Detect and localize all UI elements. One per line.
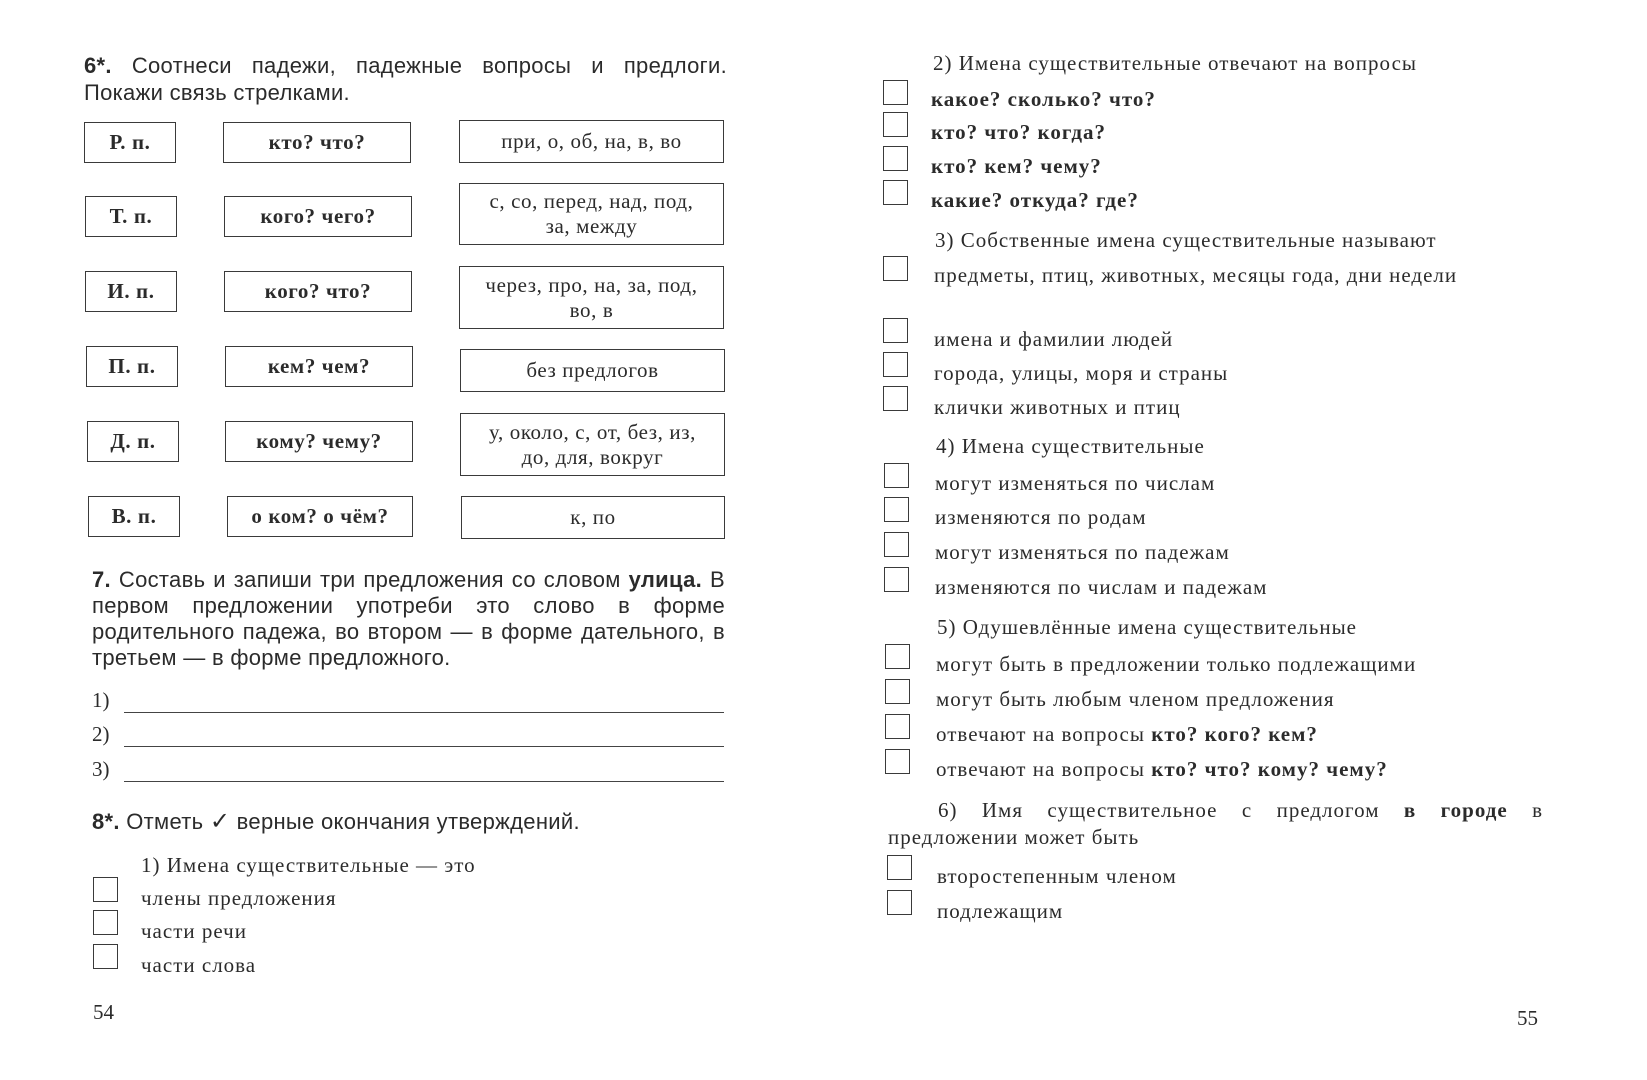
task-7-text-after: В первом предложении употреби это слово в форме родительного падежа, во втором — в форме дательного, в третьем — в форме предложного. bbox=[92, 567, 725, 670]
option-bold-questions: кто? кого? кем? bbox=[1151, 722, 1318, 746]
option-label: части речи bbox=[141, 919, 247, 943]
task-6-text: Соотнеси падежи, падежные вопросы и предлоги. Покажи связь стрелками. bbox=[84, 53, 727, 105]
answer-option[interactable] bbox=[883, 386, 1583, 420]
preposition-box: без предлогов bbox=[460, 349, 725, 392]
question-box: о ком? о чём? bbox=[227, 496, 413, 537]
checkbox[interactable] bbox=[883, 180, 908, 205]
check-mark-icon: ✓ bbox=[209, 808, 231, 835]
option-label: могут изменяться по числам bbox=[935, 471, 1216, 495]
checkbox[interactable] bbox=[93, 910, 118, 935]
option-label: какие? откуда? где? bbox=[931, 188, 1139, 212]
case-box: И. п. bbox=[85, 271, 177, 312]
checkbox[interactable] bbox=[883, 352, 908, 377]
question-box: кем? чем? bbox=[225, 346, 413, 387]
task-7-instruction bbox=[92, 567, 725, 671]
option-label: члены предложения bbox=[141, 886, 337, 910]
checkbox[interactable] bbox=[883, 112, 908, 137]
answer-option[interactable] bbox=[884, 463, 1584, 497]
case-box: Т. п. bbox=[85, 196, 177, 237]
answer-option[interactable] bbox=[883, 180, 1583, 214]
task-8-instruction bbox=[92, 808, 732, 835]
answer-option[interactable] bbox=[887, 855, 1587, 889]
option-label: подлежащим bbox=[937, 899, 1064, 923]
option-text: отвечают на вопросы bbox=[936, 757, 1145, 781]
question-6-bold: в городе bbox=[1403, 798, 1508, 822]
question-box: кому? чему? bbox=[225, 421, 413, 462]
option-label: второстепенным членом bbox=[937, 864, 1177, 888]
answer-option[interactable] bbox=[93, 877, 693, 911]
preposition-box: при, о, об, на, в, во bbox=[459, 120, 724, 163]
case-box: В. п. bbox=[88, 496, 180, 537]
checkbox[interactable] bbox=[884, 497, 909, 522]
checkbox[interactable] bbox=[887, 890, 912, 915]
checkbox[interactable] bbox=[93, 877, 118, 902]
option-label: имена и фамилии людей bbox=[934, 327, 1174, 351]
question-6-head bbox=[888, 797, 1543, 851]
answer-option[interactable] bbox=[884, 497, 1584, 531]
answer-option[interactable] bbox=[883, 352, 1583, 386]
answer-option[interactable] bbox=[885, 644, 1605, 678]
checkbox[interactable] bbox=[883, 146, 908, 171]
option-label: предметы, птиц, животных, месяцы года, дни недели bbox=[934, 263, 1458, 287]
answer-line-3[interactable] bbox=[92, 757, 724, 787]
question-3-head: 3) Собственные имена существительные называют bbox=[935, 228, 1437, 252]
option-label: кто? что? когда? bbox=[931, 120, 1106, 144]
answer-option[interactable] bbox=[883, 318, 1583, 352]
question-4-head: 4) Имена существительные bbox=[936, 434, 1205, 458]
answer-line-number: 2) bbox=[92, 722, 110, 746]
answer-option[interactable] bbox=[93, 910, 693, 944]
option-label: какое? сколько? что? bbox=[931, 87, 1156, 111]
task-6-instruction bbox=[84, 52, 727, 106]
answer-option[interactable] bbox=[887, 890, 1587, 924]
option-label: города, улицы, моря и страны bbox=[934, 361, 1229, 385]
page-number: 54 bbox=[93, 1000, 114, 1024]
option-label: могут быть в предложении только подлежащими bbox=[936, 652, 1417, 676]
preposition-box: с, со, перед, над, под, за, между bbox=[459, 183, 724, 245]
answer-option[interactable] bbox=[884, 567, 1584, 601]
preposition-box: через, про, на, за, под, во, в bbox=[459, 266, 724, 329]
option-label: изменяются по числам и падежам bbox=[935, 575, 1268, 599]
answer-option[interactable] bbox=[883, 256, 1583, 316]
option-label: могут быть любым членом предложения bbox=[936, 687, 1335, 711]
question-box: кого? что? bbox=[224, 271, 412, 312]
checkbox[interactable] bbox=[883, 386, 908, 411]
answer-option[interactable] bbox=[885, 749, 1605, 783]
option-label: могут изменяться по падежам bbox=[935, 540, 1230, 564]
question-6-text-after: в предложении может быть bbox=[888, 798, 1544, 849]
task-7-text-before: Составь и запиши три предложения со словом bbox=[118, 567, 621, 592]
question-box: кого? чего? bbox=[224, 196, 412, 237]
option-label bbox=[936, 757, 1388, 782]
preposition-box: у, около, с, от, без, из, до, для, вокруг bbox=[460, 413, 725, 476]
checkbox[interactable] bbox=[884, 532, 909, 557]
task-7-keyword: улица. bbox=[628, 567, 703, 592]
checkbox[interactable] bbox=[884, 463, 909, 488]
question-2-head: 2) Имена существительные отвечают на вопросы bbox=[933, 51, 1417, 75]
right-page bbox=[860, 0, 1647, 1080]
task-6-number: 6*. bbox=[84, 53, 112, 78]
answer-line-1[interactable] bbox=[92, 688, 724, 718]
task-8-number: 8*. bbox=[92, 809, 120, 834]
option-label: кто? кем? чему? bbox=[931, 154, 1102, 178]
checkbox[interactable] bbox=[885, 679, 910, 704]
answer-option[interactable] bbox=[883, 146, 1583, 180]
answer-rule bbox=[124, 712, 724, 713]
option-label: изменяются по родам bbox=[935, 505, 1147, 529]
answer-option[interactable] bbox=[884, 532, 1584, 566]
answer-option[interactable] bbox=[93, 944, 693, 978]
checkbox[interactable] bbox=[885, 644, 910, 669]
case-box: П. п. bbox=[86, 346, 178, 387]
checkbox[interactable] bbox=[884, 567, 909, 592]
answer-line-number: 1) bbox=[92, 688, 110, 712]
checkbox[interactable] bbox=[885, 749, 910, 774]
page-number: 55 bbox=[1517, 1006, 1538, 1030]
checkbox[interactable] bbox=[93, 944, 118, 969]
task-8-text-after: верные окончания утверждений. bbox=[236, 809, 580, 834]
preposition-box: к, по bbox=[461, 496, 725, 539]
checkbox[interactable] bbox=[885, 714, 910, 739]
answer-option[interactable] bbox=[883, 112, 1583, 146]
option-label bbox=[936, 722, 1318, 747]
option-label: клички животных и птиц bbox=[934, 395, 1181, 419]
answer-option[interactable] bbox=[885, 679, 1605, 713]
case-box: Р. п. bbox=[84, 122, 176, 163]
question-6-text-before: 6) Имя существительное с предлогом bbox=[938, 798, 1380, 822]
left-page bbox=[0, 0, 820, 1080]
task-8-text-before: Отметь bbox=[126, 809, 204, 834]
task-7-number: 7. bbox=[92, 567, 111, 592]
question-box: кто? что? bbox=[223, 122, 411, 163]
question-1-head: 1) Имена существительные — это bbox=[141, 853, 476, 877]
answer-line-2[interactable] bbox=[92, 722, 724, 752]
answer-line-number: 3) bbox=[92, 757, 110, 781]
option-label: части слова bbox=[141, 953, 257, 977]
checkbox[interactable] bbox=[883, 318, 908, 343]
answer-option[interactable] bbox=[883, 80, 1583, 114]
answer-rule bbox=[124, 746, 724, 747]
checkbox[interactable] bbox=[887, 855, 912, 880]
answer-rule bbox=[124, 781, 724, 782]
answer-option[interactable] bbox=[885, 714, 1605, 748]
checkbox[interactable] bbox=[883, 80, 908, 105]
case-box: Д. п. bbox=[87, 421, 179, 462]
question-5-head: 5) Одушевлённые имена существительные bbox=[937, 615, 1357, 639]
option-text: отвечают на вопросы bbox=[936, 722, 1145, 746]
checkbox[interactable] bbox=[883, 256, 908, 281]
option-bold-questions: кто? что? кому? чему? bbox=[1151, 757, 1388, 781]
